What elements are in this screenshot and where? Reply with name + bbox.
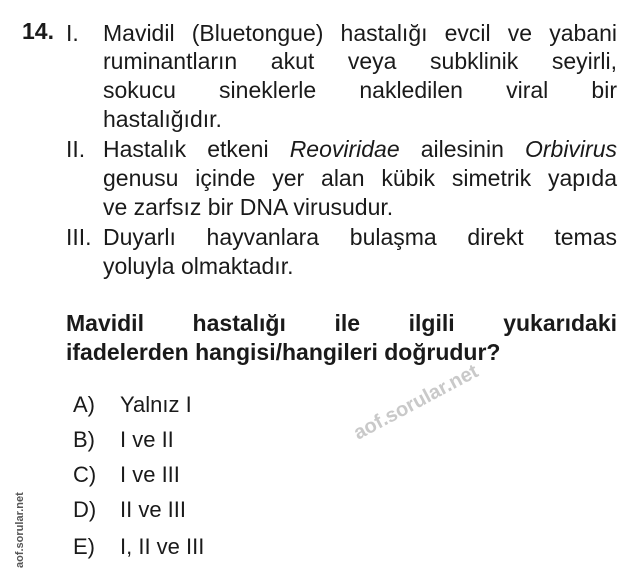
statement-2-line-3: ve zarfsız bir DNA virusudur.: [103, 194, 394, 220]
statement-1-line-2: ruminantların akut veya subklinik seyirli,: [103, 48, 617, 74]
roman-numeral-3: III.: [66, 224, 92, 250]
option-b-text: I ve II: [120, 427, 174, 452]
option-e-text: I, II ve III: [120, 534, 205, 559]
statement-2-line-2: genusu içinde yer alan kübik simetrik yapıda: [103, 165, 617, 191]
statement-3-line-1: Duyarlı hayvanlara bulaşma direkt temas: [103, 224, 617, 250]
statement-2-genus: Orbivirus: [524, 136, 617, 162]
option-e-letter: E): [73, 534, 95, 559]
question-prompt-line-2: ifadelerden hangisi/hangileri doğrudur?: [66, 339, 501, 365]
side-watermark: aof.sorular.net: [14, 492, 26, 568]
statement-1-line-4: hastalığıdır.: [103, 106, 222, 132]
statement-2-family: Reoviridae: [289, 136, 400, 162]
statement-1-line-1: Mavidil (Bluetongue) hastalığı evcil ve yabani: [103, 20, 617, 46]
statement-2-text-b: ailesinin: [399, 136, 525, 162]
statement-2-line-1: [103, 136, 617, 163]
roman-numeral-2: II.: [66, 136, 86, 162]
option-a-text: Yalnız I: [120, 392, 192, 417]
watermark: aof.sorular.net: [350, 360, 483, 445]
statement-2-text-a: Hastalık etkeni: [103, 136, 290, 162]
option-b-letter: B): [73, 427, 95, 452]
option-d-letter: D): [73, 497, 97, 522]
statement-3-line-2: yoluyla olmaktadır.: [103, 253, 294, 279]
question-prompt-line-1: Mavidil hastalığı ile ilgili yukarıdaki: [66, 310, 617, 336]
question-number: 14.: [22, 18, 54, 44]
option-a-letter: A): [73, 392, 95, 417]
option-d-text: II ve III: [120, 497, 187, 522]
roman-numeral-1: I.: [66, 20, 79, 46]
option-c-letter: C): [73, 462, 97, 487]
statement-1-line-3: sokucu sineklerle nakledilen viral bir: [103, 77, 617, 103]
option-c-text: I ve III: [120, 462, 180, 487]
